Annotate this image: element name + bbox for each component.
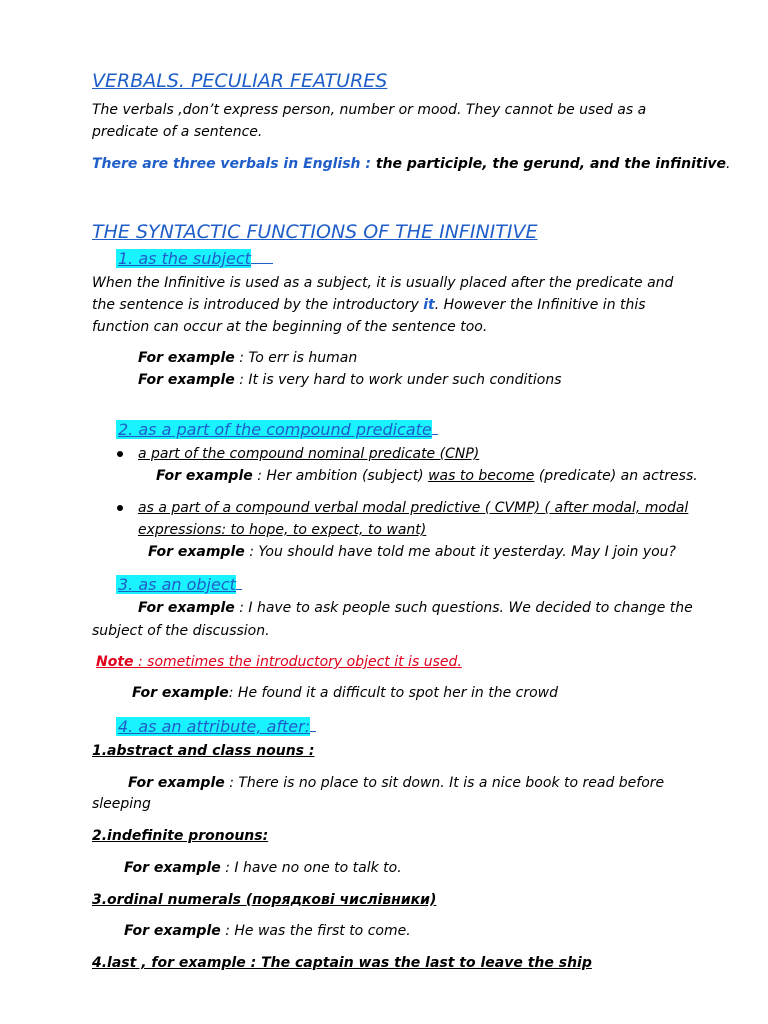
three-verbals-lead: There are three verbals in English xyxy=(92,156,361,172)
s3-example-line-1 xyxy=(138,597,693,619)
s2-bullet-2-example xyxy=(148,541,676,563)
s1-example-2 xyxy=(138,369,562,391)
example-text: : I have no one to talk to. xyxy=(220,860,402,876)
s4-heading xyxy=(116,716,316,737)
example-text: : To err is human xyxy=(234,350,358,366)
example-text-end: (predicate) an actress. xyxy=(534,468,698,484)
s4-item-1-example-line-2: sleeping xyxy=(92,796,151,812)
s3-example-line-2: subject of the discussion. xyxy=(92,623,270,639)
s4-heading-text: 4. as an attribute, after: xyxy=(118,717,311,736)
s2-heading-underline xyxy=(432,419,438,435)
note-text: : sometimes the introductory object it is used. xyxy=(133,654,462,670)
three-verbals-list: the participle, the gerund, and the infinitive xyxy=(375,156,726,172)
s2-bullet-1: a part of the compound nominal predicate (CNP) xyxy=(138,446,480,462)
s2-heading xyxy=(116,419,438,440)
s1-para-line-2b: . However the Infinitive in this xyxy=(434,297,646,313)
s4-item-3-example xyxy=(124,920,411,942)
s3-heading-underline xyxy=(236,574,242,590)
example-label: For example xyxy=(138,600,235,616)
s2-heading-text: 2. as a part of the compound predicate xyxy=(118,420,432,439)
s4-item-4: 4.last , for example : The captain was the last to leave the ship xyxy=(92,955,592,971)
s3-example-2 xyxy=(132,682,558,704)
s2-bullet-2-line-1: as a part of a compound verbal modal predictive ( CVMP) ( after modal, modal xyxy=(138,500,689,516)
three-verbals-line xyxy=(92,153,730,175)
s1-para-it: it xyxy=(423,297,435,313)
intro-line-2: predicate of a sentence. xyxy=(92,124,263,140)
intro-line-1: The verbals ,don’t express person, number or mood. They cannot be used as a xyxy=(92,102,647,118)
s2-bullet-1-example xyxy=(156,465,698,487)
s1-para-line-2a: the sentence is introduced by the introductory xyxy=(92,297,424,313)
s1-para-line-3: function can occur at the beginning of the sentence too. xyxy=(92,319,488,335)
example-label: For example xyxy=(138,372,235,388)
s3-heading xyxy=(116,574,242,595)
example-text: : There is no place to sit down. It is a nice book to read before xyxy=(224,775,665,791)
three-verbals-end: . xyxy=(726,156,731,172)
s3-heading-text: 3. as an object xyxy=(118,575,236,594)
s4-heading-underline xyxy=(310,716,316,732)
page-title: VERBALS. PECULIAR FEATURES xyxy=(92,70,388,92)
example-label: For example xyxy=(124,923,221,939)
example-label: For example xyxy=(124,860,221,876)
s3-note xyxy=(96,651,462,673)
s2-bullet-2-line-2: expressions: to hope, to expect, to want) xyxy=(138,522,427,538)
example-label: For example xyxy=(138,350,235,366)
bullet-icon xyxy=(117,505,123,511)
three-verbals-sep: : xyxy=(360,156,376,172)
example-underlined: was to become xyxy=(428,468,535,484)
example-label: For example xyxy=(132,685,229,701)
example-text: : He found it a difficult to spot her in the crowd xyxy=(228,685,558,701)
bullet-icon xyxy=(117,451,123,457)
example-text: : It is very hard to work under such conditions xyxy=(234,372,562,388)
s1-para-line-1: When the Infinitive is used as a subject, it is usually placed after the predicate and xyxy=(92,275,674,291)
s1-heading xyxy=(116,248,273,269)
s1-heading-text: 1. as the subject xyxy=(118,249,251,268)
s4-item-3: 3.ordinal numerals (порядкові числівники) xyxy=(92,892,437,908)
example-text: : Her ambition (subject) xyxy=(252,468,429,484)
example-text: : He was the first to come. xyxy=(220,923,411,939)
s1-para-line-2 xyxy=(92,294,646,316)
example-label: For example xyxy=(128,775,225,791)
s4-item-2-example xyxy=(124,857,402,879)
example-text: : I have to ask people such questions. We decided to change the xyxy=(234,600,693,616)
s4-item-1: 1.abstract and class nouns : xyxy=(92,743,315,759)
example-text: : You should have told me about it yesterday. May I join you? xyxy=(244,544,676,560)
section-title: THE SYNTACTIC FUNCTIONS OF THE INFINITIVE xyxy=(92,221,538,243)
s4-item-2: 2.indefinite pronouns: xyxy=(92,828,269,844)
s4-item-1-example-line-1 xyxy=(128,772,664,794)
s1-heading-underline xyxy=(251,248,273,264)
note-label: Note xyxy=(96,654,134,670)
example-label: For example xyxy=(148,544,245,560)
s1-example-1 xyxy=(138,347,357,369)
example-label: For example xyxy=(156,468,253,484)
